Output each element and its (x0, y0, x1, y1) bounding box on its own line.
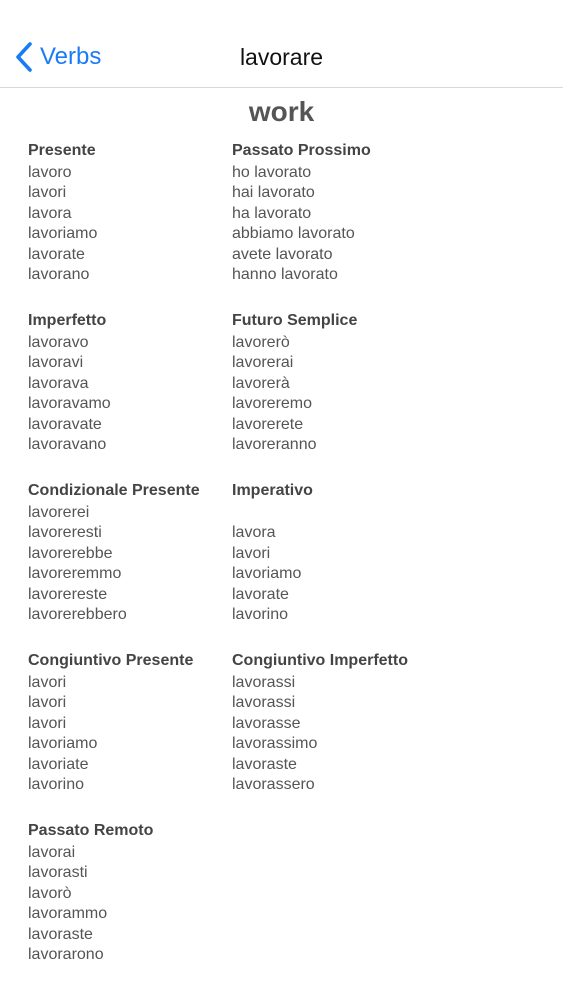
conjugation-form: ho lavorato (232, 164, 312, 181)
conjugation-form: lavoravi (28, 354, 84, 372)
conjugation-form: lavoraste (232, 755, 297, 773)
conjugation-form: lavorasti (28, 864, 88, 882)
tense-name: Imperfetto (28, 312, 107, 329)
tense-presente (28, 139, 228, 285)
conjugation-form: lavori (232, 544, 271, 562)
conjugation-form: lavoreranno (232, 435, 317, 453)
conjugation-form: hai lavorato (232, 184, 315, 202)
conjugation-form: lavorereste (28, 585, 108, 603)
tense-imperfetto (28, 309, 228, 455)
tense-congiuntivo-presente (28, 649, 228, 795)
conjugation-form: lavoriate (28, 755, 89, 773)
conjugation-form: lavorerebbe (28, 544, 113, 562)
tense-name: Passato Remoto (28, 822, 154, 839)
conjugation-form: lavori (28, 694, 67, 712)
conjugation-list (28, 843, 228, 965)
conjugation-list (232, 163, 432, 285)
conjugation-form: avete lavorato (232, 245, 333, 263)
conjugation-form: lavoraste (28, 925, 93, 943)
conjugation-form: lavorino (232, 605, 289, 623)
tense-name: Congiuntivo Imperfetto (232, 652, 408, 669)
conjugation-form: lavori (28, 714, 67, 732)
navigation-bar (0, 0, 563, 88)
back-button-label: Verbs (40, 43, 102, 70)
conjugation-form: lavorarono (28, 945, 104, 963)
conjugation-form: lavora (232, 524, 276, 542)
conjugation-form: lavoriamo (232, 565, 302, 583)
conjugation-form: lavora (28, 204, 72, 222)
conjugation-form: lavorò (28, 884, 72, 902)
conjugation-list (28, 503, 228, 625)
conjugation-form: lavorino (28, 775, 85, 793)
conjugation-form: lavoravano (28, 435, 107, 453)
conjugation-form: lavorate (232, 585, 289, 603)
conjugation-form: ha lavorato (232, 204, 312, 222)
conjugation-list (232, 333, 432, 455)
conjugation-form: lavorassi (232, 674, 296, 691)
conjugation-form: lavorerete (232, 415, 304, 433)
conjugation-form: lavorano (28, 265, 90, 283)
conjugation-form: lavorai (28, 844, 76, 861)
conjugation-form: lavorerei (28, 504, 90, 521)
conjugation-form: lavorassero (232, 775, 315, 793)
tense-condizionale-presente (28, 479, 228, 625)
conjugation-list (28, 673, 228, 795)
conjugation-form: hanno lavorato (232, 265, 338, 283)
conjugation-form: lavorammo (28, 905, 108, 923)
page-title: lavorare (239, 44, 324, 70)
tense-imperativo (232, 479, 432, 625)
conjugation-list (28, 163, 228, 285)
tense-name: Condizionale Presente (28, 482, 200, 499)
conjugation-list (28, 333, 228, 455)
tense-name: Imperativo (232, 482, 313, 499)
conjugation-form: lavorava (28, 374, 89, 392)
conjugation-list (232, 673, 492, 795)
conjugation-form: lavorasse (232, 714, 301, 732)
verb-translation: work (248, 96, 315, 127)
conjugation-form: lavoravamo (28, 395, 111, 413)
tense-name: Presente (28, 142, 96, 159)
conjugation-form: abbiamo lavorato (232, 225, 355, 243)
conjugation-form: lavorassimo (232, 735, 318, 753)
tense-passato-prossimo (232, 139, 432, 285)
conjugation-form: lavorerà (232, 374, 290, 392)
conjugation-form: lavoreremo (232, 395, 313, 413)
tense-name: Futuro Semplice (232, 312, 358, 329)
tense-name: Passato Prossimo (232, 142, 371, 159)
tense-futuro-semplice (232, 309, 432, 455)
conjugation-form: lavoreremmo (28, 565, 122, 583)
conjugation-form: lavoravate (28, 415, 102, 433)
tense-passato-remoto (28, 819, 228, 965)
tense-name: Congiuntivo Presente (28, 652, 194, 669)
conjugation-form: lavorerai (232, 354, 294, 372)
conjugation-form: lavoreresti (28, 524, 102, 542)
conjugation-form-empty (232, 503, 432, 523)
tense-congiuntivo-imperfetto (232, 649, 492, 795)
conjugation-form: lavorassi (232, 694, 296, 712)
conjugation-list (232, 503, 432, 625)
conjugation-form: lavori (28, 674, 67, 691)
conjugation-form: lavoriamo (28, 735, 98, 753)
conjugation-form: lavoro (28, 164, 72, 181)
conjugation-form: lavori (28, 184, 67, 202)
conjugation-form: lavorerebbero (28, 605, 127, 623)
conjugation-form: lavoriamo (28, 225, 98, 243)
conjugation-form: lavoravo (28, 334, 89, 351)
conjugation-form: lavorerò (232, 334, 290, 351)
conjugation-form: lavorate (28, 245, 85, 263)
